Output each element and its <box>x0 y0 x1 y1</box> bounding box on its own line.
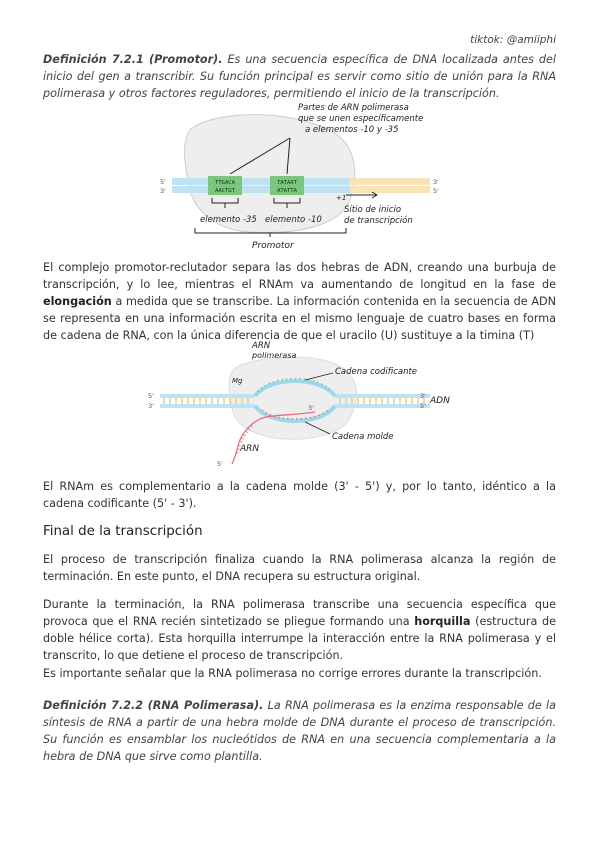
five-left-2: 5' <box>148 392 154 400</box>
five-prime-right: 5' <box>433 187 439 195</box>
three-left-2: 3' <box>148 402 154 410</box>
three-prime-left: 3' <box>160 187 166 195</box>
seq-35-bottom: AACTGT <box>215 188 235 194</box>
arn-pol-line1: ARN <box>252 341 271 351</box>
arn-pol-line2: polimerasa <box>252 351 297 360</box>
paragraph-hairpin-bold: horquilla <box>414 615 471 628</box>
paragraph-errors: Es importante señalar que la RNA polimerasa no corrige errores durante la transcripción. <box>43 667 542 680</box>
seq-10-bottom: ATATTA <box>277 188 297 194</box>
paragraph-complex <box>43 259 556 344</box>
paragraph-hairpin-pre: Durante la terminación, la RNA polimerasa transcribe una secuencia específica que provoca que el RNA recién sintetizado se pliegue formando una <box>43 598 556 628</box>
paragraph-termination: El proceso de transcripción finaliza cuando la RNA polimerasa alcanza la región de terminación. En este punto, el DNA recupera su estructura original. <box>43 553 556 583</box>
label-35: elemento -35 <box>200 215 257 225</box>
dna-left-bottom <box>160 404 255 408</box>
definition-promotor-title: Definición 7.2.1 (Promotor). <box>43 53 223 66</box>
dna-left-rungs <box>164 398 248 404</box>
label-10: elemento -10 <box>265 215 322 225</box>
template-label: Cadena molde <box>332 432 394 442</box>
watermark: tiktok: @amiiphi <box>470 34 556 46</box>
note-line2: que se unen específicamente <box>298 114 424 124</box>
paragraph-complex-post: a medida que se transcribe. La información contenida en la secuencia de ADN se representa en una información escrita en el mismo lenguaje de cuatro bases en forma de cadena de RNA, con la única diferencia de que el uracilo (U) sustituye a la timina (T) <box>43 295 556 342</box>
five-prime-left: 5' <box>160 178 166 186</box>
paragraph-complex-pre: El complejo promotor-reclutador separa las dos hebras de ADN, creando una burbuja de transcripción, y lo lee, mientras el RNAm va aumentando de longitud en la fase de <box>43 261 556 291</box>
three-prime-right: 3' <box>433 178 439 186</box>
adn-label: ADN <box>430 396 450 406</box>
dna-left-top <box>160 394 255 398</box>
three-inner: 3' <box>308 404 314 412</box>
definition-rna-polymerase-title: Definición 7.2.2 (RNA Polimerasa). <box>43 699 264 712</box>
dna-strand-top-right <box>350 178 430 185</box>
promoter-diagram <box>150 100 450 252</box>
start-site-line1: Sitio de inicio <box>344 205 402 215</box>
section-heading: Final de la transcripción <box>43 524 203 539</box>
mg-label: Mg <box>232 377 243 385</box>
note-line3: a elementos -10 y -35 <box>305 125 399 135</box>
dna-right-top <box>335 394 430 398</box>
dna-strand-bottom-right <box>350 186 430 193</box>
transcription-bubble-diagram <box>140 338 460 470</box>
definition-rna-polymerase <box>43 697 556 765</box>
five-right-2: 5' <box>420 402 426 410</box>
arn-label: ARN <box>240 444 260 454</box>
paragraph-hairpin-post: (estructura de doble hélice corta). Esta horquilla interrumpe la interacción entre la RNA polimerasa y el transcrito, lo que detiene el proceso de transcripción. <box>43 615 556 662</box>
paragraph-complementary: El RNAm es complementario a la cadena molde (3' - 5') y, por lo tanto, idéntico a la cadena codificante (5' - 3'). <box>43 480 556 510</box>
definition-promotor <box>43 51 556 102</box>
paragraph-complex-bold: elongación <box>43 295 112 308</box>
paragraph-hairpin <box>43 596 556 664</box>
three-right-2: 3' <box>420 392 426 400</box>
plus-one: +1 <box>336 194 347 202</box>
dna-right-rungs <box>340 398 424 404</box>
seq-10-top: TATAAT <box>277 180 297 186</box>
note-line1: Partes de ARN polimerasa <box>298 103 409 113</box>
five-bottom: 5' <box>217 460 223 468</box>
dna-right-bottom <box>335 404 430 408</box>
coding-label: Cadena codificante <box>335 367 418 377</box>
seq-35-top: TTGACA <box>215 180 235 186</box>
definition-promotor-text: Es una secuencia específica de DNA localizada antes del inicio del gen a transcribir. Su función principal es servir como sitio de unión para la RNA polimerasa y otros factores reguladores, permitiendo el inicio de la transcripción. <box>43 53 556 100</box>
definition-rna-polymerase-text: La RNA polimerasa es la enzima responsable de la síntesis de RNA a partir de una hebra molde de DNA durante el proceso de transcripción. Su función es ensamblar los nucleótidos de RNA en una secuencia complementaria a la hebra de DNA que sirve como plantilla. <box>43 699 556 763</box>
start-site-line2: de transcripción <box>344 216 413 226</box>
promoter-label: Promotor <box>252 241 294 251</box>
